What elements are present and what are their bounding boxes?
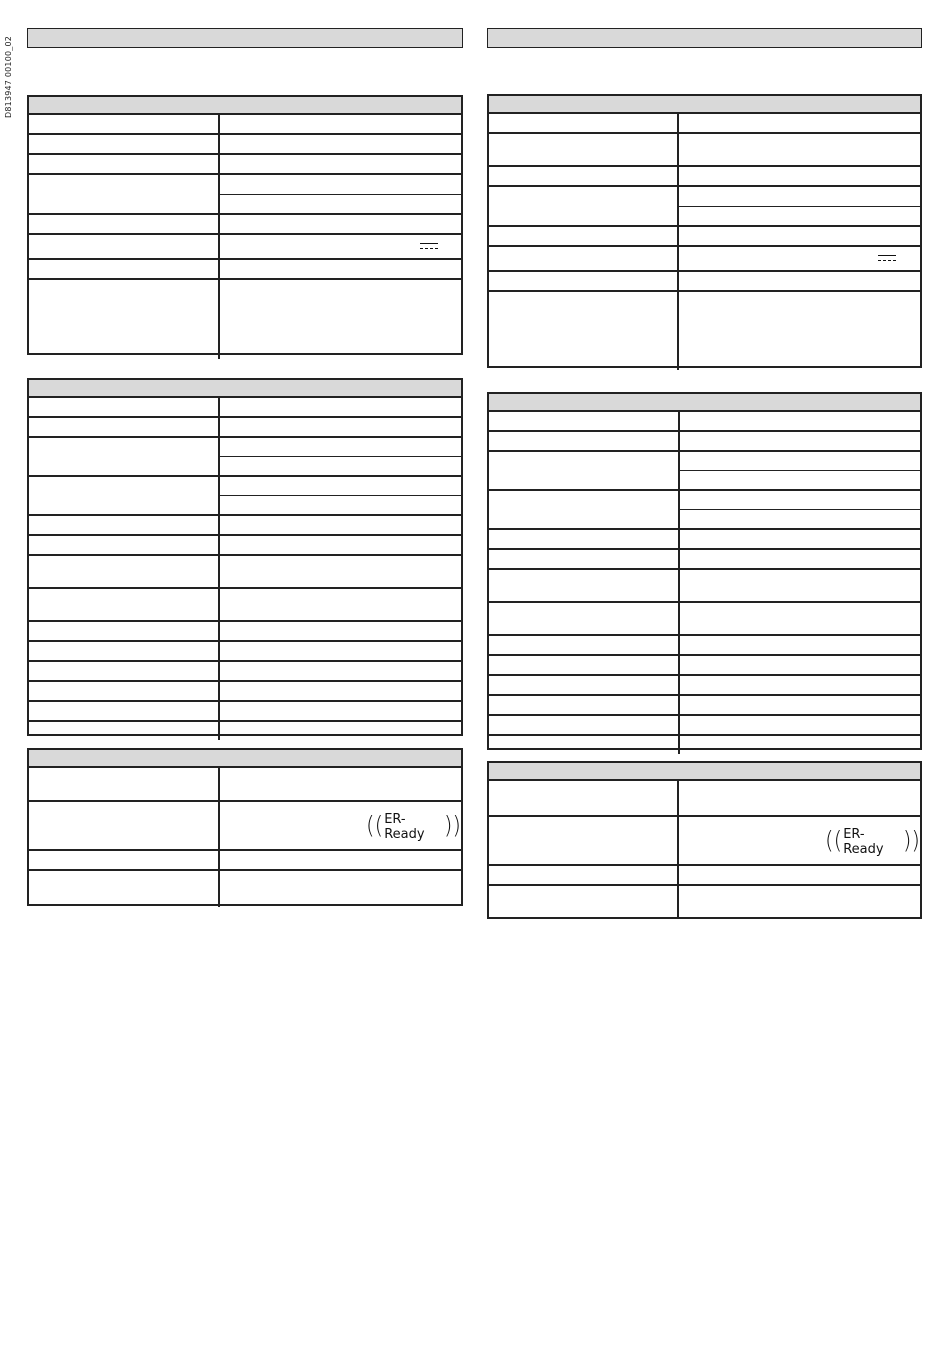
table-row <box>29 682 461 702</box>
table-row <box>489 866 920 886</box>
section-title-bar <box>27 28 463 48</box>
table-row <box>489 134 920 167</box>
table-row <box>489 656 920 676</box>
table-row <box>489 886 920 919</box>
table-row <box>29 642 461 662</box>
table-header <box>489 394 920 412</box>
table-row <box>489 696 920 716</box>
table-header <box>29 750 461 768</box>
spec-table-1 <box>487 94 922 368</box>
table-row <box>29 155 461 175</box>
table-row <box>489 167 920 187</box>
table-header <box>489 96 920 114</box>
table-row <box>29 477 461 516</box>
table-row <box>29 802 461 851</box>
table-row <box>29 556 461 589</box>
table-row <box>29 622 461 642</box>
table-row <box>29 175 461 215</box>
table-row <box>489 530 920 550</box>
section-title-bar <box>487 28 922 48</box>
table-row <box>489 550 920 570</box>
er-ready-logo-icon: ( ( ER-Ready ) ) <box>366 812 461 842</box>
table-row <box>29 115 461 135</box>
table-row <box>29 851 461 871</box>
table-row <box>29 662 461 682</box>
spec-table-3 <box>487 761 922 919</box>
dc-current-symbol-icon <box>878 255 896 263</box>
spec-table-3 <box>27 748 463 906</box>
table-row <box>489 636 920 656</box>
table-row <box>29 871 461 907</box>
table-row <box>489 227 920 247</box>
table-row <box>489 603 920 636</box>
document-code: D813947 00100_02 <box>4 35 13 118</box>
table-row <box>29 768 461 802</box>
er-ready-logo-icon: ( ( ER-Ready ) ) <box>825 827 920 857</box>
dc-current-symbol-icon <box>420 243 438 251</box>
table-row <box>489 817 920 866</box>
table-header <box>489 763 920 781</box>
table-row <box>29 135 461 155</box>
table-row <box>489 292 920 370</box>
table-row <box>29 702 461 722</box>
table-row <box>489 736 920 754</box>
table-row <box>29 516 461 536</box>
table-row <box>29 536 461 556</box>
table-row <box>29 260 461 280</box>
spec-table-2 <box>27 378 463 736</box>
table-row <box>489 272 920 292</box>
table-header <box>29 380 461 398</box>
table-row <box>489 676 920 696</box>
table-row <box>489 114 920 134</box>
table-row <box>489 247 920 272</box>
table-row <box>489 781 920 817</box>
table-row <box>489 432 920 452</box>
table-row <box>489 187 920 227</box>
table-header <box>29 97 461 115</box>
table-row <box>29 418 461 438</box>
table-row <box>29 235 461 260</box>
table-row <box>489 452 920 491</box>
table-row <box>489 570 920 603</box>
table-row <box>489 716 920 736</box>
table-row <box>29 280 461 359</box>
table-row <box>29 215 461 235</box>
table-row <box>29 398 461 418</box>
spec-table-2 <box>487 392 922 750</box>
table-row <box>489 491 920 530</box>
table-row <box>29 438 461 477</box>
table-row <box>29 722 461 740</box>
spec-table-1 <box>27 95 463 355</box>
table-row <box>29 589 461 622</box>
table-row <box>489 412 920 432</box>
